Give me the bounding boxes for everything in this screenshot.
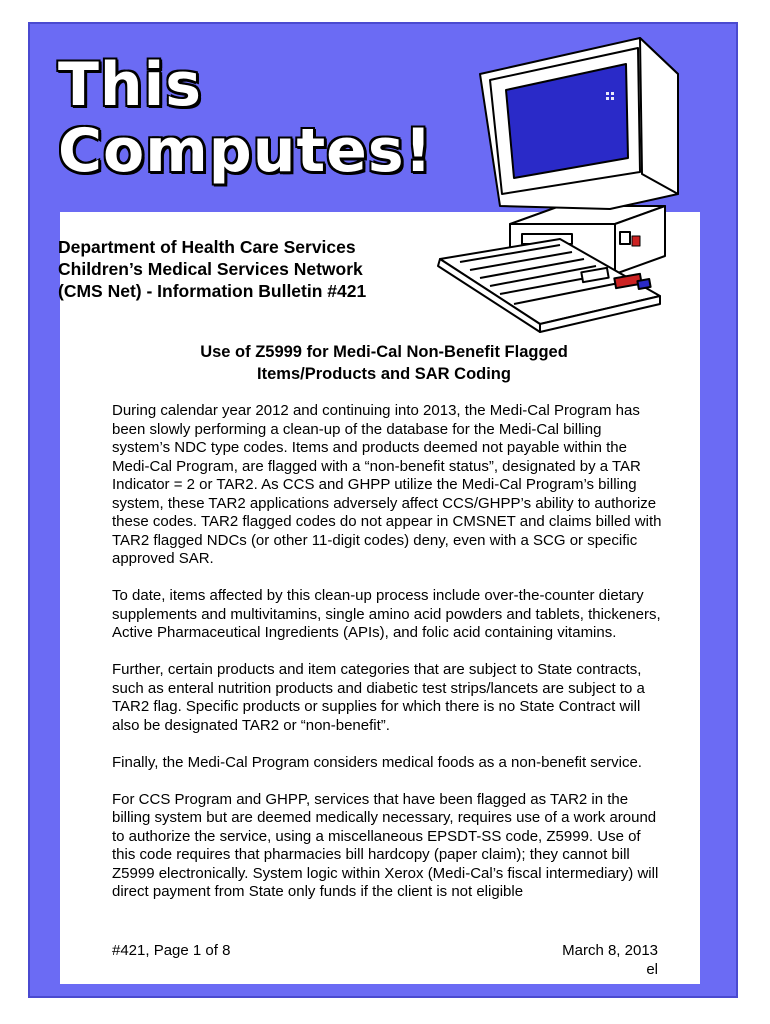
bulletin-title: [110, 341, 658, 385]
dept-line-1: Department of Health Care Services: [58, 237, 356, 257]
department-header: [58, 236, 366, 302]
footer-date-block: [562, 942, 658, 979]
title-line-2: Items/Products and SAR Coding: [257, 365, 511, 383]
paragraph: Further, certain products and item categories that are subject to State contracts, such as enteral nutrition products and diabetic test strips/lancets are subject to a TAR2 flag. Specific products or supplies for which there is no State Contract will also be designated TAR2 or “non-benefit”.: [112, 661, 645, 734]
page-number: #421, Page 1 of 8: [112, 942, 231, 959]
paragraph: Finally, the Medi-Cal Program considers medical foods as a non-benefit service.: [112, 753, 642, 771]
author-initials: el: [646, 960, 658, 978]
paragraph: For CCS Program and GHPP, services that have been flagged as TAR2 in the billing system but are deemed medically necessary, requires use of a work around to authorize the service, using a miscellaneous EPSDT-SS code, Z5999. Use of this code requires that pharmacies bill hardcopy (paper claim); they cannot bill Z5999 electronically. System logic within Xerox (Medi-Cal’s fiscal intermediary) will direct payment from State only funds if the client is not eligible: [112, 790, 659, 900]
paragraph: To date, items affected by this clean-up process include over-the-counter dietary supplements and multivitamins, single amino acid powders and tablets, thickeners, Active Pharmaceutical Ingredients (APIs), and folic acid containing vitamins.: [112, 587, 661, 641]
title-line-1: Use of Z5999 for Medi-Cal Non-Benefit Flagged: [200, 343, 568, 361]
paragraph: During calendar year 2012 and continuing into 2013, the Medi-Cal Program has been slowly performing a clean-up of the database for the Medi-Cal billing system’s NDC type codes. Items and products deemed not payable within the Medi-Cal Program, are flagged with a “non-benefit status”, designated by a TAR Indicator = 2 or TAR2. As CCS and GHPP utilize the Medi-Cal Program’s billing system, these TAR2 applications adversely affect CCS/GHPP’s ability to authorize these codes. TAR2 flagged codes do not appear in CMSNET and claims billed with TAR2 flagged NDCs (or other 11-digit codes) deny, even with a SCG or specific approved SAR.: [112, 402, 662, 567]
banner-line-1: This: [58, 50, 202, 120]
banner-line-2: Computes!: [58, 116, 433, 186]
banner-title: [58, 52, 433, 184]
bulletin-date: March 8, 2013: [562, 942, 658, 959]
dept-line-3: (CMS Net) - Information Bulletin #421: [58, 281, 367, 301]
desktop-computer-icon: [410, 34, 720, 334]
bulletin-body: [112, 402, 662, 920]
dept-line-2: Children’s Medical Services Network: [58, 259, 363, 279]
